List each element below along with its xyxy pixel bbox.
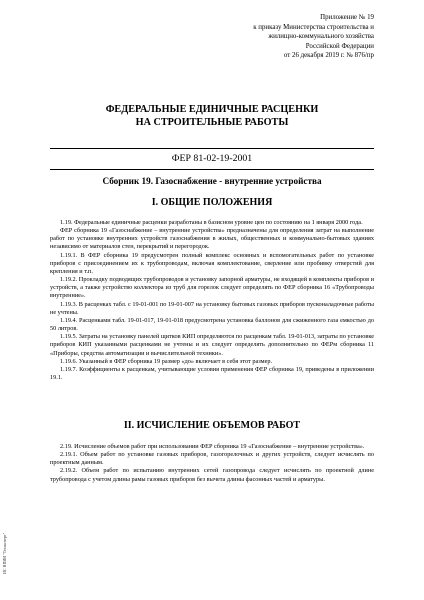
divider-top: [50, 148, 374, 149]
title-line-2: НА СТРОИТЕЛЬНЫЕ РАБОТЫ: [135, 116, 289, 128]
document-title: [0, 104, 424, 129]
paragraph: ФЕР сборника 19 «Газоснабжение – внутренние устройства» предназначены для определения затрат на выполнение работ по установке внутренних устройств газоснабжения в жилых, общественных и коммунально-бытовых зданиях независимо от материалов стен, перекрытий и перегородок.: [50, 227, 374, 251]
divider-bottom: [50, 169, 374, 170]
title-line-1: ФЕДЕРАЛЬНЫЕ ЕДИНИЧНЫЕ РАСЦЕНКИ: [105, 104, 319, 115]
appendix-line: Приложение № 19: [320, 14, 374, 21]
paragraph: 1.19.1. В ФЕР сборника 19 предусмотрен полный комплекс основных и вспомогательных работ по установке приборов с присоединением их к трубопроводам, включая комплектование, сверление или пробивку отверстий для крепления и т.п.: [50, 251, 374, 275]
paragraph: 2.19.1. Объем работ по установке газовых приборов, газогорелочных и других устройств, следует исчислять по проектным данным.: [50, 451, 374, 467]
paragraph: 1.19.7. Коэффициенты к расценкам, учитывающие условия применения ФЕР сборника 19, приведены в приложении 19.1.: [50, 365, 374, 381]
document-code: ФЕР 81-02-19-2001: [171, 153, 253, 164]
section-2-body: [50, 443, 374, 484]
collection-title: Сборник 19. Газоснабжение - внутренние устройства: [102, 176, 322, 186]
paragraph: 1.19.2. Прокладку подводящих трубопроводов и установку запорной арматуры, не входящей в комплекты приборов и устройств, а также устройство коллектора из труб для горелок следует определять по ФЕР сборника 16 «Трубопроводы внутренние».: [50, 276, 374, 300]
appendix-line: от 26 декабря 2019 г. № 876/пр: [283, 52, 374, 60]
paragraph: 1.19. Федеральные единичные расценки разработаны в базисном уровне цен по состоянию на 1 января 2000 года.: [60, 219, 363, 226]
appendix-reference: [184, 13, 374, 61]
section-1-body: [50, 219, 374, 382]
paragraph: 1.19.6. Указанный в ФЕР сборника 19 размер «до» включает в себя этот размер.: [60, 357, 273, 365]
paragraph: 1.19.3. В расценках табл. с 19-01-001 по 19-01-007 на установку бытовых газовых приборов пусконаладочные работы не учтены.: [50, 300, 374, 316]
appendix-line: жилищно-коммунального хозяйства: [268, 33, 374, 41]
paragraph: 2.19. Исчисление объемов работ при использовании ФЕР сборника 19 «Газоснабжение – внутренние устройства».: [60, 443, 365, 450]
section-2-title: II. ИСЧИСЛЕНИЕ ОБЪЕМОВ РАБОТ: [123, 420, 301, 431]
section-1-title: I. ОБЩИЕ ПОЛОЖЕНИЯ: [151, 197, 273, 208]
paragraph: 1.19.5. Затраты на установку панелей щитков КИП определяются по расценкам табл. 19-01-013, затраты по установке приборов КИП указанными расценками не учтены и их следует определять дополнительно по ФЕРм сборника 11 «Приборы, средства автоматизации и вычислительной техники».: [50, 333, 374, 357]
paragraph: 1.19.4. Расценками табл. 19-01-017, 19-01-018 предусмотрена установка баллонов для сжиженного газа емкостью до 50 литров.: [50, 316, 374, 333]
margin-watermark: ИС НПИИ "Техэксперт": [2, 532, 7, 574]
appendix-line: к приказу Министерства строительства и: [253, 23, 374, 31]
paragraph: 2.19.2. Объем работ по испытанию внутренних сетей газопровода следует исчислять по проектной длине трубопровода с учетом длины рамы газовых приборов без вычета длины фасонных частей и арматуры.: [50, 467, 374, 483]
appendix-line: Российской Федерации: [305, 42, 374, 50]
